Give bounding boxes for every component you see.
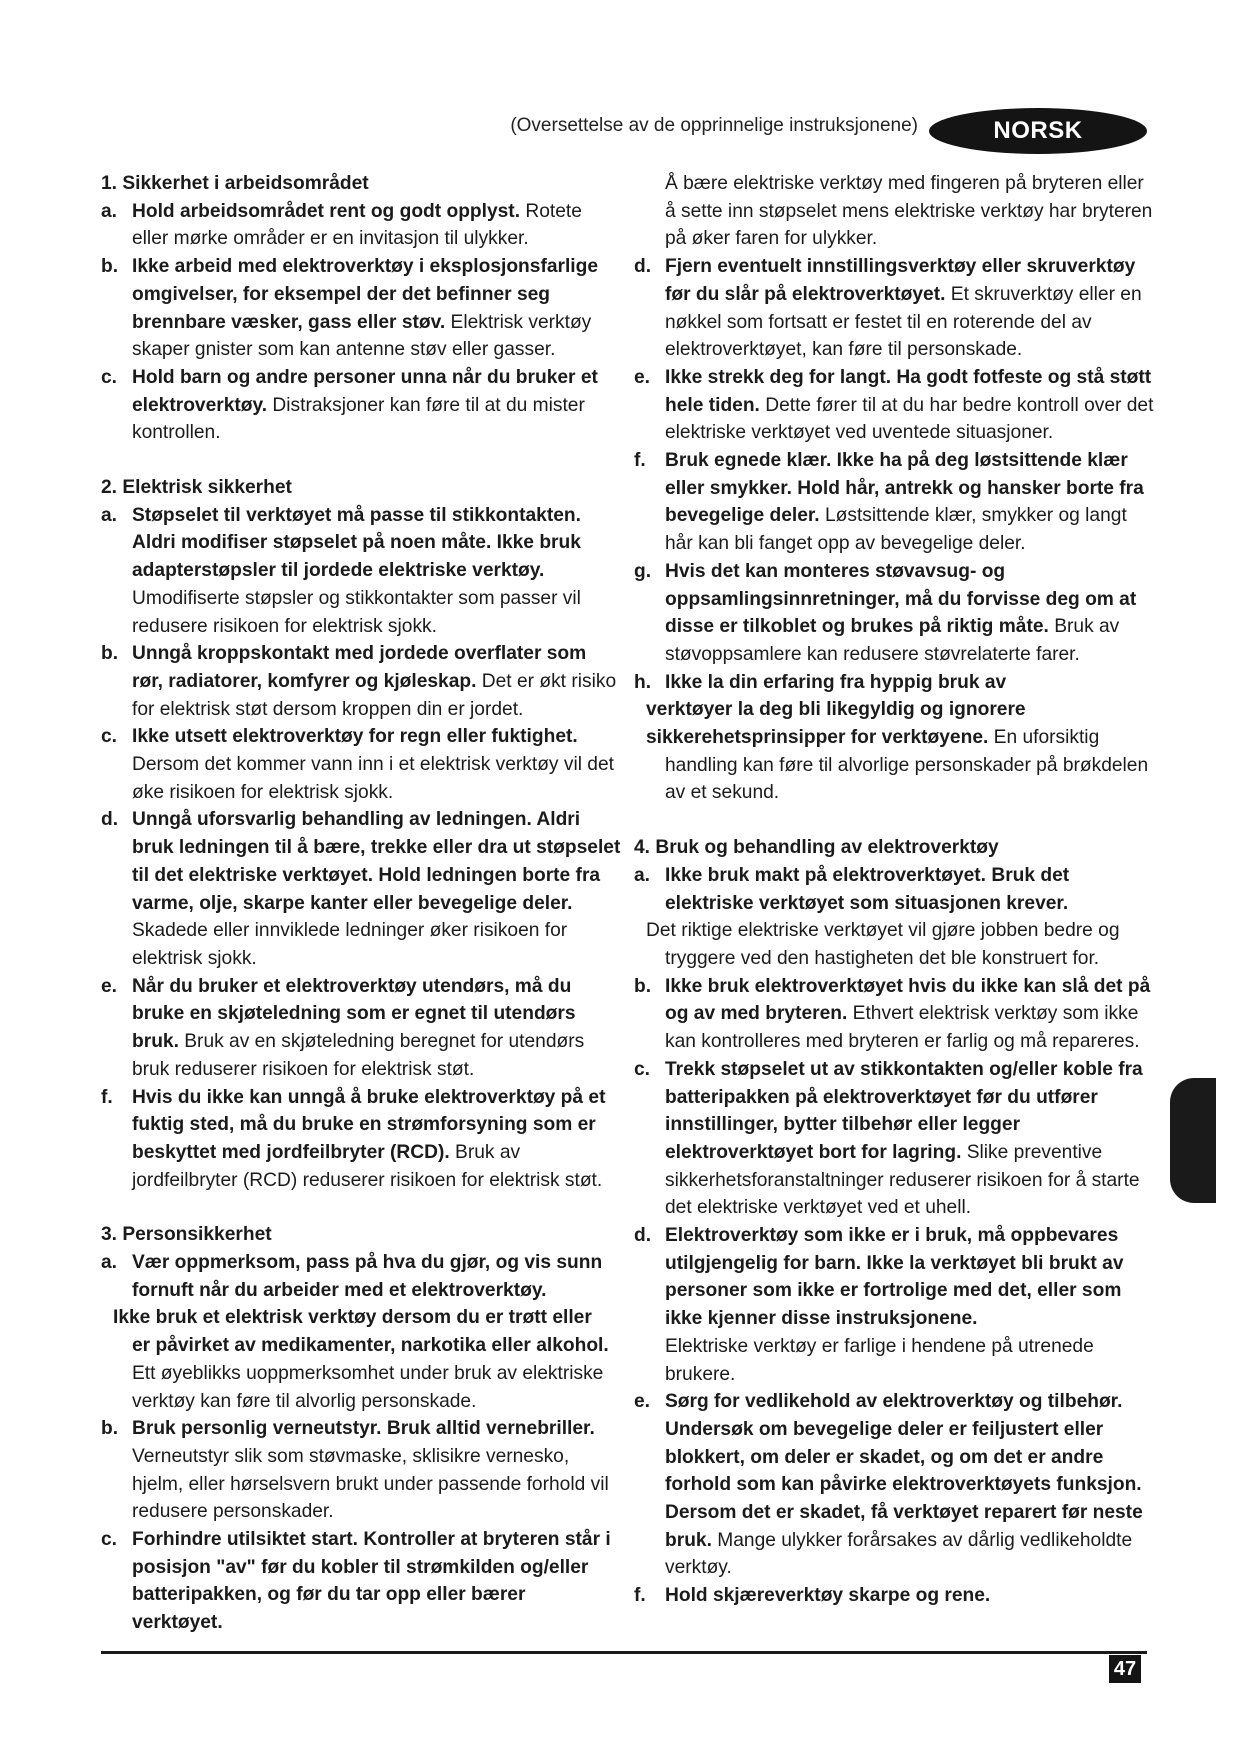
list-item [634, 1388, 1154, 1582]
item-bold: Bruk egnede klær. Ikke ha på deg løstsittende klær eller smykker. Hold hår, antrekk og hansker borte fra bevegelige deler. [665, 450, 1144, 527]
list-item [101, 198, 621, 253]
list-item [634, 1222, 1154, 1388]
item-text: Løstsittende klær, smykker og langt hår kan bli fanget opp av bevegelige deler. [665, 505, 1127, 555]
item-text: Elektrisk verktøy skaper gnister som kan antenne støv eller gasser. [132, 311, 592, 361]
left-column [101, 170, 621, 1637]
item-bold: Fjern eventuelt innstillingsverktøy eller skruverktøy før du slår på elektroverktøyet. [665, 256, 1136, 305]
list-item [101, 502, 621, 641]
item-text: Verneutstyr slik som støvmaske, sklisikre vernesko, hjelm, eller hørselsvern brukt under passende forhold vil redusere personskader. [132, 1445, 609, 1523]
item-text: handling kan føre til alvorlige personskader på brøkdelen av et sekund. [665, 754, 1149, 804]
list-item [634, 669, 1154, 697]
item-bold: Ikke bruk makt på elektroverktøyet. Bruk det elektriske verktøyet som situasjonen krever. [665, 864, 1070, 914]
item-text: Dette fører til at du har bedre kontroll over det elektriske verktøyet ved uventede situasjoner. [665, 394, 1154, 444]
list-item [101, 1415, 621, 1526]
item-bold: Elektroverktøy som ikke er i bruk, må oppbevares utilgjengelig for barn. Ikke la verktøyet bli brukt av personer som ikke er fortrolige med det, eller som ikke kjenner disse instruksjonene. [665, 1225, 1124, 1330]
item-text: Elektriske verktøy er farlige i hendene på utrenede brukere. [665, 1335, 1094, 1385]
item-label: h. [634, 671, 652, 693]
item-text: Det riktige elektriske verktøyet vil gjøre jobben bedre og [646, 920, 1120, 942]
item-label: e. [634, 1391, 651, 1413]
item-bold: Unngå kroppskontakt med jordede overflater som rør, radiatorer, komfyrer og kjøleskap. [132, 643, 587, 692]
item-label: b. [101, 256, 119, 278]
item-label: a. [101, 200, 118, 222]
item-label: b. [634, 975, 652, 997]
item-text: Mange ulykker forårsakes av dårlig vedlikeholdte verktøy. [665, 1529, 1133, 1579]
item-bold: Ikke bruk elektroverktøyet hvis du ikke kan slå det på og av med bryteren. [665, 975, 1151, 1025]
item-bold: Hold arbeidsområdet rent og godt opplyst. [132, 200, 521, 222]
item-text: Ethvert elektrisk verktøy som ikke kan kontrolleres med bryteren er farlig og må repareres. [665, 1003, 1140, 1053]
item-bold: Ikke strekk deg for langt. Ha godt fotfeste og stå støtt hele tiden. [665, 366, 1152, 416]
language-badge: NORSK [929, 108, 1147, 154]
item-text: Umodifiserte støpsler og stikkontakter som passer vil redusere risikoen for elektrisk sjokk. [132, 587, 581, 637]
item-text: Å bære elektriske verktøy med fingeren på bryteren eller å sette inn støpselet mens elektriske verktøy har bryteren på øker faren for ulykker. [665, 173, 1153, 250]
item-bold: Forhindre utilsiktet start. Kontroller at bryteren står i posisjon "av" før du kobler til strømkilden og/eller batteripakken, og før du tar opp eller bærer verktøyet. [132, 1529, 611, 1634]
item-label: e. [634, 366, 651, 388]
list-item [101, 1249, 621, 1304]
section-title: 2. Elektrisk sikkerhet [101, 477, 292, 499]
item-text: Bruk av jordfeilbryter (RCD) reduserer risikoen for elektrisk støt. [132, 1141, 603, 1191]
list-item [101, 1084, 621, 1195]
item-bold: Trekk støpselet ut av stikkontakten og/eller koble fra batteripakken på elektroverktøyet før du utfører innstillinger, bytter tilbehør eller legger elektroverktøyet bort for lagring. [665, 1058, 1143, 1163]
list-item [634, 558, 1154, 669]
page-number: 47 [1109, 1655, 1141, 1683]
item-text: Skadede eller innviklede ledninger øker risikoen for elektrisk sjokk. [132, 920, 568, 969]
list-item [101, 806, 621, 972]
item-bold: Sørg for vedlikehold av elektroverktøy og tilbehør. Undersøk om bevegelige deler er feiljustert eller blokkert, om deler er skadet, og om det er andre forhold som kan påvirke elektroverktøyets funksjon. Dersom det er skadet, få verktøyet reparert før neste bruk. [665, 1391, 1143, 1551]
item-bold: sikkerehetsprinsipper for verktøyene. [646, 727, 989, 749]
item-label: a. [634, 864, 651, 886]
item-bold: Hvis du ikke kan unngå å bruke elektroverktøy på et fuktig sted, må du bruke en strømforsyning som er beskyttet med jordfeilbryter (RCD). [132, 1086, 606, 1163]
list-item [634, 447, 1154, 558]
list-item [101, 253, 621, 364]
list-item [634, 973, 1154, 1056]
item-label: a. [101, 504, 118, 526]
item-label: d. [634, 256, 652, 278]
item-text: Distraksjoner kan føre til at du mister kontrollen. [132, 394, 585, 444]
footer-divider [101, 1651, 1147, 1654]
right-column [634, 170, 1154, 1610]
item-label: d. [634, 1225, 652, 1247]
item-text: tryggere ved den hastigheten det ble konstruert for. [665, 947, 1100, 969]
item-bold: Hold barn og andre personer unna når du bruker et elektroverktøy. [132, 366, 598, 416]
item-bold: Hold skjæreverktøy skarpe og rene. [665, 1585, 991, 1607]
section-title: 4. Bruk og behandling av elektroverktøy [634, 837, 999, 859]
item-text: Slike preventive sikkerhetsforanstaltninger reduserer risikoen for å starte det elektriske verktøyet ved et uhell. [665, 1141, 1140, 1219]
item-bold: Ikke utsett elektroverktøy for regn eller fuktighet. [132, 726, 578, 748]
item-label: f. [101, 1086, 113, 1108]
item-label: b. [101, 643, 119, 665]
list-item [101, 723, 621, 806]
item-bold: er påvirket av medikamenter, narkotika eller alkohol. [132, 1335, 609, 1357]
item-bold: Ikke bruk et elektrisk verktøy dersom du er trøtt eller [113, 1307, 592, 1329]
list-item [101, 1526, 621, 1637]
item-text: Bruk av en skjøteledning beregnet for utendørs bruk reduserer risikoen for elektrisk støt. [132, 1031, 585, 1080]
translation-note: (Oversettelse av de opprinnelige instruksjonene) [510, 115, 918, 136]
section-title: 3. Personsikkerhet [101, 1224, 272, 1246]
item-bold: Ikke arbeid med elektroverktøy i eksplosjonsfarlige omgivelser, for eksempel der det befinner seg brennbare væsker, gass eller støv. [132, 256, 599, 333]
item-bold: Unngå uforsvarlig behandling av ledningen. Aldri bruk ledningen til å bære, trekke eller dra ut støpselet til det elektriske verktøyet. Hold ledningen borte fra varme, olje, skarpe kanter eller bevegelige deler. [132, 809, 621, 914]
item-text: En uforsiktig [988, 727, 1100, 749]
list-item [634, 364, 1154, 447]
item-bold: Støpselet til verktøyet må passe til stikkontakten. Aldri modifiser støpselet på noen måte. Ikke bruk adapterstøpsler til jordede elektriske verktøy. [132, 504, 581, 582]
item-bold: Ikke la din erfaring fra hyppig bruk av [665, 671, 1007, 693]
item-bold: verktøyer la deg bli likegyldig og ignorere [646, 699, 1026, 721]
item-label: c. [634, 1058, 651, 1080]
item-text: Bruk av støvoppsamlere kan redusere støvrelaterte farer. [665, 616, 1120, 665]
item-text: Et skruverktøy eller en nøkkel som fortsatt er festet til en roterende del av elektroverktøyet, kan føre til personskade. [665, 283, 1142, 361]
item-label: a. [101, 1252, 118, 1274]
list-item [634, 253, 1154, 364]
item-label: b. [101, 1418, 119, 1440]
item-bold: Bruk personlig verneutstyr. Bruk alltid vernebriller. [132, 1418, 595, 1440]
item-bold: Vær oppmerksom, pass på hva du gjør, og vis sunn fornuft når du arbeider med et elektroverktøy. [132, 1252, 603, 1301]
item-label: g. [634, 560, 652, 582]
list-item [101, 364, 621, 447]
item-label: f. [634, 1585, 646, 1607]
list-item [101, 640, 621, 723]
item-label: c. [101, 1529, 118, 1551]
list-item [101, 973, 621, 1084]
list-item [634, 1056, 1154, 1222]
item-label: f. [634, 450, 646, 472]
item-text: Det er økt risiko for elektrisk støt dersom kroppen din er jordet. [132, 670, 617, 720]
item-label: c. [101, 726, 118, 748]
item-text: Rotete eller mørke områder er en invitasjon til ulykker. [132, 200, 582, 250]
item-label: c. [101, 366, 118, 388]
section-title: 1. Sikkerhet i arbeidsområdet [101, 173, 369, 194]
item-text: Dersom det kommer vann inn i et elektrisk verktøy vil det øke risikoen for elektrisk sjokk. [132, 754, 614, 803]
item-bold: Når du bruker et elektroverktøy utendørs, må du bruke en skjøteledning som er egnet til utendørs bruk. [132, 975, 576, 1053]
section-tab [1170, 1078, 1216, 1203]
item-label: d. [101, 809, 119, 831]
item-bold: Hvis det kan monteres støvavsug- og oppsamlingsinnretninger, må du forvisse deg om at disse er tilkoblet og brukes på riktig måte. [665, 560, 1137, 638]
item-label: e. [101, 975, 118, 997]
list-item [634, 862, 1154, 917]
list-item [634, 1582, 1154, 1610]
item-text: Ett øyeblikks uoppmerksomhet under bruk av elektriske verktøy kan føre til alvorlig personskade. [132, 1362, 604, 1412]
